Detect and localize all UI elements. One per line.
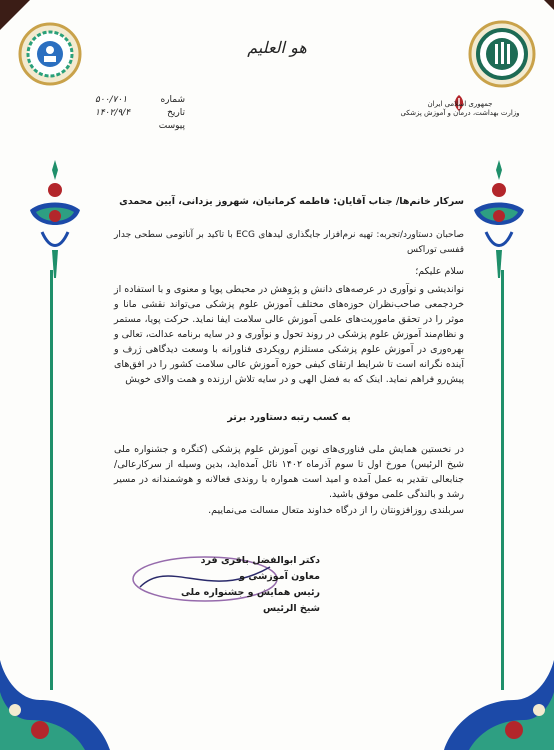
dark-corner	[544, 0, 554, 10]
closing-line: سربلندی روزافزونتان را از درگاه خداوند متعال مسالت می‌نماییم.	[208, 505, 464, 516]
recipients-line: سرکار خانم‌ها/ جناب آقایان: فاطمه کرمانیان، شهروز یزدانی، آیین محمدی	[119, 196, 464, 207]
ministry-line-1: جمهوری اسلامی ایران	[427, 100, 493, 108]
number-value: ۵۰۰/۷۰۱	[95, 95, 128, 105]
floral-ornament-icon	[466, 160, 532, 280]
signer-role: رئیس همایش و جشنواره ملی شیخ الرئیس	[180, 587, 320, 614]
letter-meta	[95, 94, 185, 133]
date-label: تاریخ	[167, 108, 185, 118]
greeting: سلام علیکم؛	[415, 266, 464, 277]
attachment-label: پیوست	[158, 121, 185, 131]
paragraph-award: در نخستین همایش ملی فناوری‌های نوین آموزش علوم پزشکی (کنگره و جشنواره ملی شیخ الرئیس) مورخ اول تا سوم آذرماه ۱۴۰۲ نائل آمده‌اید، بدین وسیله از سرکارعالی/ جنابعالی تقدیر به عمل آمده و امید است همواره با روندی فعالانه و هوشمندانه در مسیر رشد و بالندگی علمی موفق باشید.	[114, 444, 464, 500]
date-value: ۱۴۰۲/۹/۴	[95, 108, 131, 118]
signer-name: دکتر ابوالفضل باقری فرد	[200, 555, 320, 566]
signer-title: معاون آموزشی و	[239, 571, 320, 582]
corner-floral-icon	[444, 640, 554, 750]
paragraph-intro: نواندیشی و نوآوری در عرصه‌های دانش و پژوهش در محیطی پویا و معنوی و با استفاده از خردجمعی صاحب‌نظران حوزه‌های مختلف آموزش علوم پزشکی می‌تواند نقشی مانا و موثر را در تحقق ماموریت‌های علمی آموزش عالی سلامت ایفا نماید. حرکت پویا، مستمر و نظام‌مند آموزش علوم پزشکی در روند تحول و نوآوری و در سایه برنامه عدالت، تعالی و بهره‌وری در آموزش علوم پزشکی مستلزم رویکردی فناورانه با وسعت دیدگاهی ژرف و آینده نگرانه است تا شرایط ارتقای کیفی حوزه آموزش عالی سلامت کشور را در افق‌های پیش‌رو فراهم نماید. اینک که به فضل الهی و در سایه تلاش ارزنده و همت والای خویش	[114, 284, 464, 385]
corner-floral-icon	[0, 640, 110, 750]
floral-ornament-icon	[22, 160, 88, 280]
number-label: شماره	[160, 95, 185, 105]
signature-block	[160, 553, 320, 617]
ministry-name	[400, 100, 520, 118]
experience-line: صاحبان دستاورد/تجربه: تهیه نرم‌افزار جایگذاری لیدهای ECG با تاکید بر آناتومی سطحی جدار قفسی توراکس	[114, 230, 464, 255]
frame-line	[501, 270, 504, 690]
ministry-line-2: وزارت بهداشت، درمان و آموزش پزشکی	[400, 109, 520, 117]
page-title: هو العلیم	[247, 38, 307, 57]
frame-line	[50, 270, 53, 690]
award-line: به کسب رتبه دستاورد برتر	[227, 412, 351, 423]
